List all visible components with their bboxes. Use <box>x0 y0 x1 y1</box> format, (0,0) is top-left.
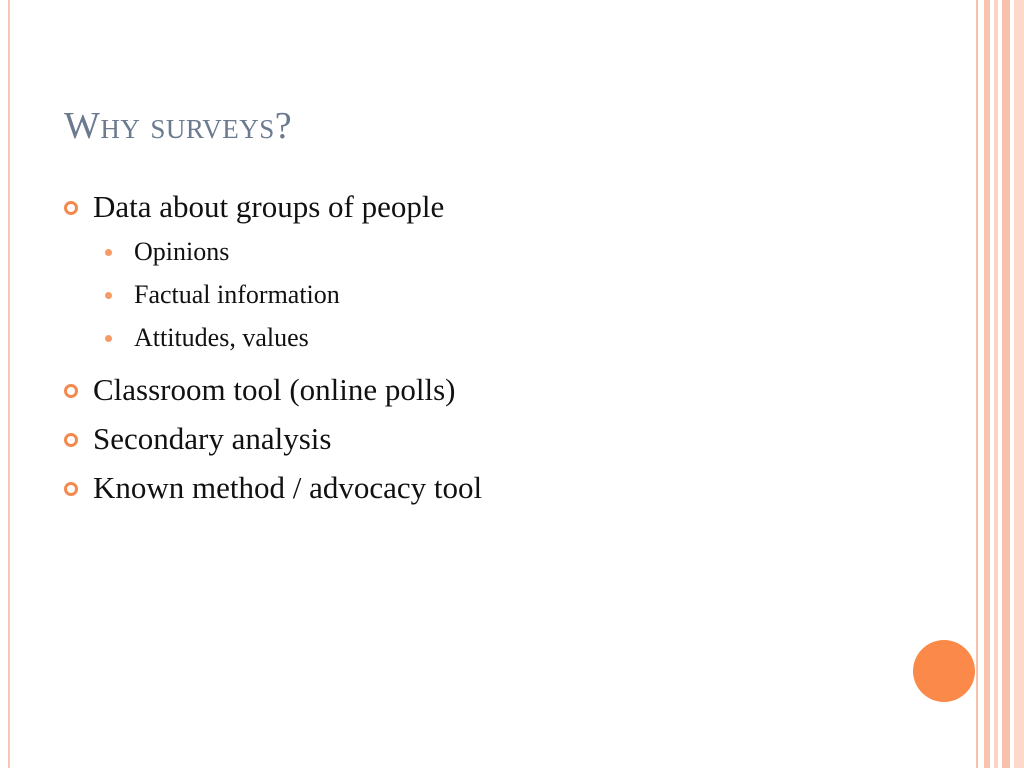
right-stripe <box>1014 0 1024 768</box>
sub-bullet-text: Factual information <box>134 280 340 309</box>
bullet-text: Known method / advocacy tool <box>93 470 483 505</box>
sub-bullet-text: Opinions <box>134 237 230 266</box>
right-stripe <box>1002 0 1010 768</box>
left-accent-rule <box>8 0 10 768</box>
right-stripe <box>976 0 978 768</box>
sub-bullet-list <box>64 230 944 359</box>
bullet-item <box>64 369 944 411</box>
sub-bullet-item <box>64 230 944 273</box>
sub-bullet-text: Attitudes, values <box>134 323 309 352</box>
sub-bullet-item <box>64 273 944 316</box>
slide-title: Why surveys? <box>64 105 293 147</box>
bullet-text: Secondary analysis <box>93 421 332 456</box>
ring-bullet-icon <box>64 384 78 398</box>
dot-bullet-icon <box>105 335 112 342</box>
bullet-item <box>64 467 944 509</box>
right-stripe <box>984 0 990 768</box>
bullet-list <box>64 186 944 509</box>
dot-bullet-icon <box>105 249 112 256</box>
bullet-text: Data about groups of people <box>93 189 445 224</box>
right-stripe <box>994 0 998 768</box>
ring-bullet-icon <box>64 433 78 447</box>
decorative-circle <box>913 640 975 702</box>
bullet-item <box>64 418 944 460</box>
sub-bullet-item <box>64 316 944 359</box>
bullet-item <box>64 186 944 228</box>
bullet-text: Classroom tool (online polls) <box>93 372 456 407</box>
dot-bullet-icon <box>105 292 112 299</box>
ring-bullet-icon <box>64 482 78 496</box>
ring-bullet-icon <box>64 201 78 215</box>
